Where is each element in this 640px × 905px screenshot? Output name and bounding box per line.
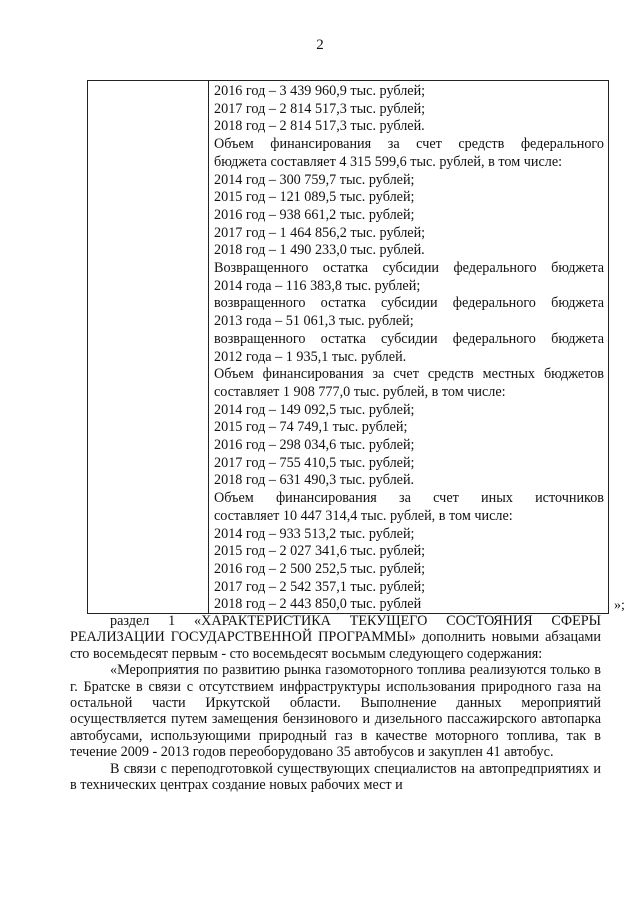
table-line: Объем финансирования за счет средств местных бюджетов	[214, 366, 604, 383]
table-line: 2016 год – 298 034,6 тыс. рублей;	[214, 437, 415, 454]
table-line: 2015 год – 74 749,1 тыс. рублей;	[214, 419, 408, 436]
closing-quote-mark: »;	[614, 598, 625, 613]
financing-table	[87, 80, 609, 614]
table-line: 2017 год – 1 464 856,2 тыс. рублей;	[214, 224, 426, 241]
table-line: 2014 год – 300 759,7 тыс. рублей;	[214, 171, 415, 188]
table-line: 2014 год – 933 513,2 тыс. рублей;	[214, 525, 415, 542]
table-line: 2015 год – 2 027 341,6 тыс. рублей;	[214, 543, 426, 560]
table-line: 2012 года – 1 935,1 тыс. рублей.	[214, 348, 407, 365]
table-line: 2018 год – 2 443 850,0 тыс. рублей	[214, 596, 422, 613]
table-line: 2015 год – 121 089,5 тыс. рублей;	[214, 189, 415, 206]
table-line: 2013 года – 51 061,3 тыс. рублей;	[214, 313, 414, 330]
table-line: 2017 год – 2 542 357,1 тыс. рублей;	[214, 578, 426, 595]
table-line: 2016 год – 938 661,2 тыс. рублей;	[214, 206, 415, 223]
table-right-column	[209, 81, 608, 613]
table-line: возвращенного остатка субсидии федерального бюджета	[214, 330, 604, 347]
paragraph-section-amendment: раздел 1 «ХАРАКТЕРИСТИКА ТЕКУЩЕГО СОСТОЯНИЯ СФЕРЫ РЕАЛИЗАЦИИ ГОСУДАРСТВЕННОЙ ПРОГРАММЫ» дополнить новыми абзацами сто восемьдесят первым - сто восемьдесят восьмым следующего содержания:	[70, 613, 601, 662]
paragraph-gas-fuel-measures: «Мероприятия по развитию рынка газомоторного топлива реализуются только в г. Братске в связи с отсутствием инфраструктуры использования природного газа на остальной части Иркутской области. Выполнение данных мероприятий осуществляется путем замещения бензинового и дизельного пассажирского автопарка автобусами, использующими природный газ в качестве моторного топлива, так в течение 2009 - 2013 годов переоборудовано 35 автобусов и закуплен 41 автобус.	[70, 662, 601, 761]
table-line: Возвращенного остатка субсидии федерального бюджета	[214, 260, 604, 277]
table-line: 2016 год – 2 500 252,5 тыс. рублей;	[214, 560, 426, 577]
table-line: возвращенного остатка субсидии федерального бюджета	[214, 295, 604, 312]
table-line: 2018 год – 2 814 517,3 тыс. рублей.	[214, 118, 425, 135]
table-line: 2018 год – 631 490,3 тыс. рублей.	[214, 472, 415, 489]
table-line: 2014 года – 116 383,8 тыс. рублей;	[214, 277, 421, 294]
table-line: 2017 год – 2 814 517,3 тыс. рублей;	[214, 100, 426, 117]
table-left-column	[88, 81, 209, 613]
table-line: 2016 год – 3 439 960,9 тыс. рублей;	[214, 83, 426, 99]
table-line: 2014 год – 149 092,5 тыс. рублей;	[214, 401, 415, 418]
body-text	[70, 613, 601, 793]
table-line: Объем финансирования за счет средств федерального	[214, 136, 604, 153]
paragraph-retraining: В связи с переподготовкой существующих специалистов на автопредприятиях и в технических центрах создание новых рабочих мест и	[70, 760, 601, 794]
table-line: составляет 10 447 314,4 тыс. рублей, в том числе:	[214, 507, 513, 524]
page-number: 2	[316, 37, 324, 53]
table-line: бюджета составляет 4 315 599,6 тыс. рублей, в том числе:	[214, 153, 563, 170]
table-line: Объем финансирования за счет иных источников	[214, 490, 604, 507]
table-line: 2017 год – 755 410,5 тыс. рублей;	[214, 454, 415, 471]
table-line: 2018 год – 1 490 233,0 тыс. рублей.	[214, 242, 425, 259]
table-line: составляет 1 908 777,0 тыс. рублей, в том числе:	[214, 383, 506, 400]
